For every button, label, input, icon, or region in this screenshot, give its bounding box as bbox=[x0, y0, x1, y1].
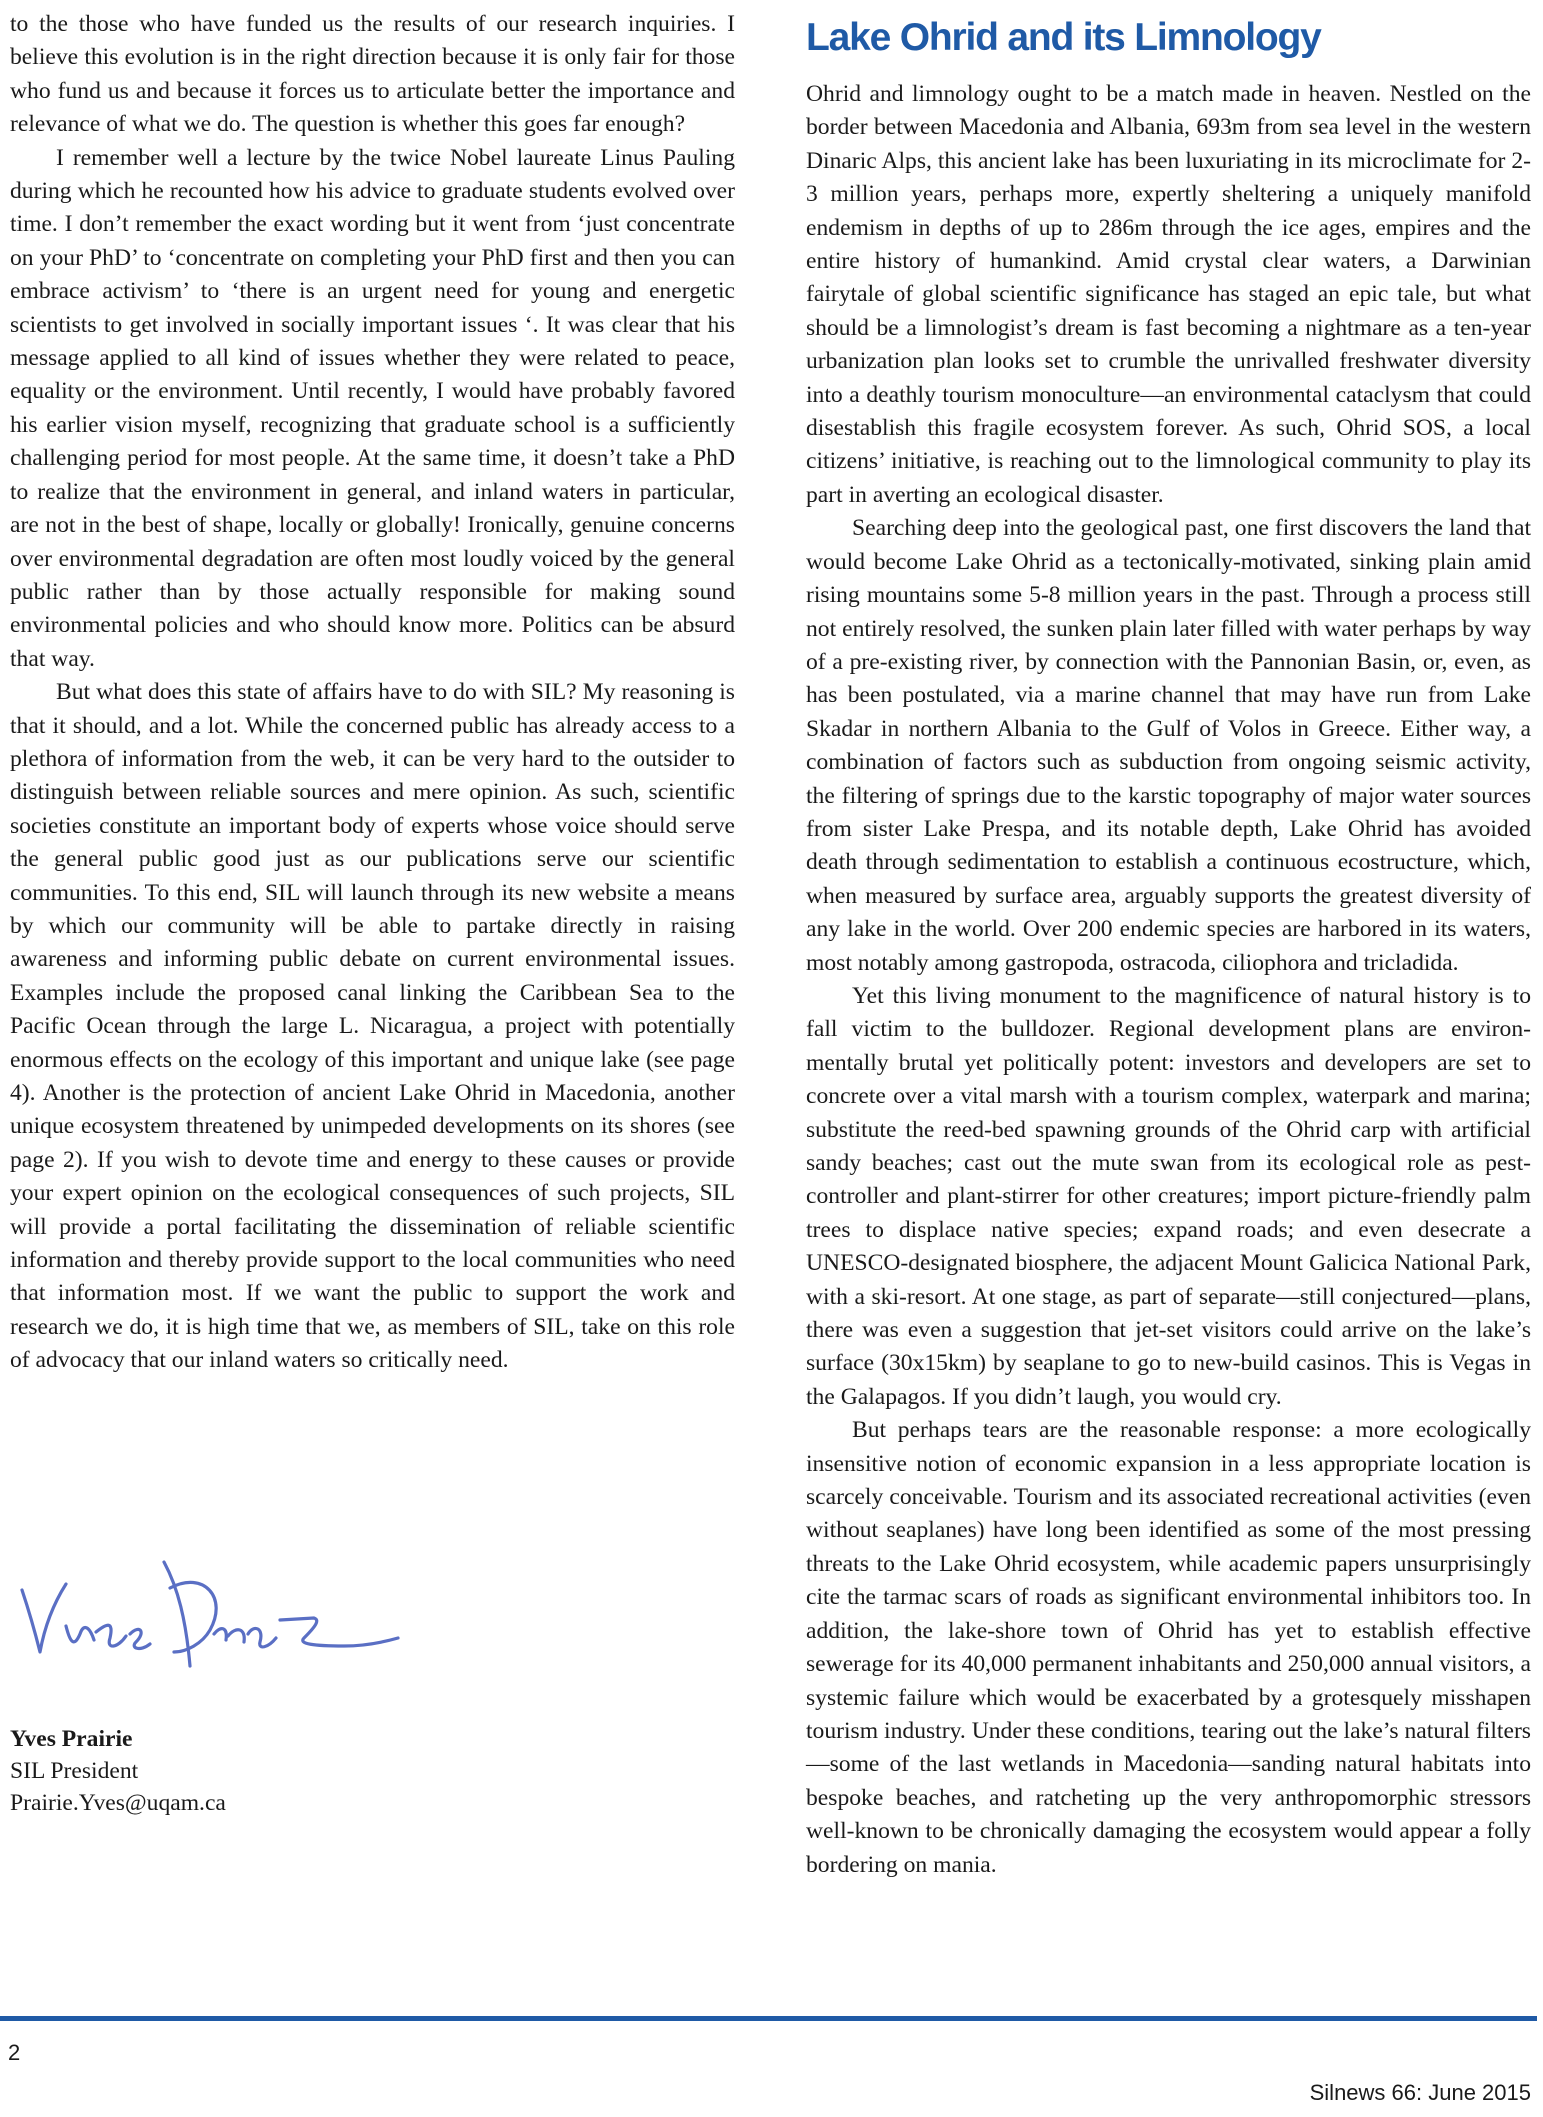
body-paragraph: I remember well a lecture by the twice Nobel laureate Linus Pauling during which he recounted how his advice to graduate students evolved over time. I don’t remember the exact wording but it went from ‘just concentrate on your PhD’ to ‘concentrate on completing your PhD first and then you can embrace activism’ to ‘there is an urgent need for young and energetic scientists to get involved in socially important issues ‘. It was clear that his message applied to all kind of issues whether they were related to peace, equality or the environment. Until recently, I would have probably favored his earlier vision myself, recognizing that graduate school is a sufficiently challenging period for most people. At the same time, it doesn’t take a PhD to realize that the environment in general, and inland waters in particular, are not in the best of shape, locally or globally! Ironically, genuine concerns over environmental degradation are often most loudly voiced by the general public rather than by those actually responsible for making sound environmental policies and who should know more. Politics can be absurd that way. bbox=[10, 144, 735, 672]
signature-block bbox=[10, 1723, 510, 1819]
article-column bbox=[806, 78, 1531, 1882]
page-number: 2 bbox=[8, 2040, 21, 2065]
author-email[interactable]: Prairie.Yves@uqam.ca bbox=[10, 1790, 226, 1816]
footer-divider bbox=[0, 2016, 1537, 2021]
body-paragraph: Searching deep into the geological past, one first discovers the land that would become Lake Ohrid as a tectonically-motivated, sinking plain amid rising mountains some 5-8 million years in the past. Through a process still not entirely resolved, the sunken plain later filled with water perhaps by way of a pre-existing river, by connection with the Pannonian Basin, or, even, as has been postulated, via a marine channel that may have run from Lake Skadar in northern Albania to the Gulf of Volos in Greece. Either way, a combination of factors such as subduction from ongoing seismic activity, the filtering of springs due to the karstic topography of major water sources from sister Lake Prespa, and its notable depth, Lake Ohrid has avoided death through sedimentation to establish a continuous ecostructure, which, when measured by surface area, arguably supports the greatest diversity of any lake in the world. Over 200 endemic species are harbored in its waters, most notably among gastropoda, ostracoda, ciliophora and tricladida. bbox=[806, 515, 1531, 976]
body-paragraph: But what does this state of affairs have to do with SIL? My reasoning is that it should, and a lot. While the concerned public has already access to a plethora of information from the web, it can be very hard to the outsider to distinguish between reliable sources and mere opinion. As such, scientific societies constitute an important body of experts whose voice should serve the general public good just as our publications serve our scientific communities. To this end, SIL will launch through its new website a means by which our community will be able to partake directly in raising awareness and informing public debate on current environmental issues. Examples include the proposed canal linking the Caribbean Sea to the Pacific Ocean through the large L. Nicaragua, a project with potentially enormous effects on the ecology of this important and unique lake (see page 4). Another is the protection of ancient Lake Ohrid in Macedonia, another unique ecosystem threatened by unimpeded developments on its shores (see page 2). If you wish to devote time and energy to these causes or provide your expert opinion on the ecological consequences of such projects, SIL will provide a portal facilitating the dissemination of reliable scientific information and thereby provide support to the local communities who need that information most. If we want the public to support the work and research we do, it is high time that we, as members of SIL, take on this role of advocacy that our inland waters so critically need. bbox=[10, 679, 735, 1374]
handwritten-signature bbox=[14, 1548, 414, 1678]
body-paragraph: Ohrid and limnology ought to be a match made in heaven. Nestled on the border between Macedonia and Albania, 693m from sea level in the western Dinaric Alps, this ancient lake has been luxuriating in its microclimate for 2-3 million years, perhaps more, expertly sheltering a uniquely manifold endemism in depths of up to 286m through the ice ages, empires and the entire history of humankind. Amid crystal clear waters, a Darwinian fairytale of global scientific significance has staged an epic tale, but what should be a limnologist’s dream is fast becoming a nightmare as a ten-year urbanization plan looks set to crumble the unrivalled freshwater diversity into a deathly tourism monoculture—an environmental cataclysm that could disestablish this fragile ecosystem forever. As such, Ohrid SOS, a local citizens’ initiative, is reaching out to the limnological community to play its part in averting an ecological disaster. bbox=[806, 81, 1531, 508]
body-paragraph: But perhaps tears are the reasonable response: a more ecologically insensitive notion of economic expansion in a less appropriate location is scarcely conceivable. Tourism and its associated recreational activities (even without seaplanes) have long been identified as some of the most pressing threats to the Lake Ohrid ecosystem, while academic papers unsurprisingly cite the tarmac scars of roads as significant environmental inhibitors too. In addition, the lake-shore town of Ohrid has yet to establish effective sewerage for its 40,000 permanent inhabitants and 250,000 annual visitors, a systemic failure which would be exacerbated by a grotesquely misshapen tourism industry. Under these conditions, tearing out the lake’s natural filters—some of the last wetlands in Macedonia—sanding natural habitats into bespoke beaches, and ratcheting up the very anthropomorphic stressors well-known to be chronically damaging the ecosystem would appear a folly bordering on mania. bbox=[806, 1417, 1531, 1878]
body-paragraph: Yet this living monument to the magnificence of natural history is to fall victim to the bulldozer. Regional development plans are environmentally brutal yet politically potent: investors and developers are set to concrete over a vital marsh with a tourism complex, waterpark and marina; substitute the reed-bed spawning grounds of the Ohrid carp with artificial sandy beaches; cast out the mute swan from its ecological role as pest-controller and plant-stirrer for other creatures; import picture-friendly palm trees to displace native species; expand roads; and even desecrate a UNESCO-designated biosphere, the adjacent Mount Galicica National Park, with a ski-resort. At one stage, as part of separate—still conjectured—plans, there was even a suggestion that jet-set visitors could arrive on the lake’s surface (30x15km) by seaplane to go to new-build casinos. This is Vegas in the Galapagos. If you didn’t laugh, you would cry. bbox=[806, 982, 1531, 1410]
article-title: Lake Ohrid and its Limnology bbox=[806, 16, 1321, 59]
presidents-message-column bbox=[10, 8, 735, 1378]
body-paragraph: to the those who have funded us the results of our research inquiries. I believe this evolution is in the right direction because it is only fair for those who fund us and because it forces us to articulate better the importance and relevance of what we do. The question is whether this goes far enough? bbox=[10, 11, 735, 138]
author-name: Yves Prairie bbox=[10, 1726, 133, 1752]
author-title: SIL President bbox=[10, 1758, 139, 1784]
issue-label: Silnews 66: June 2015 bbox=[1309, 2080, 1531, 2105]
